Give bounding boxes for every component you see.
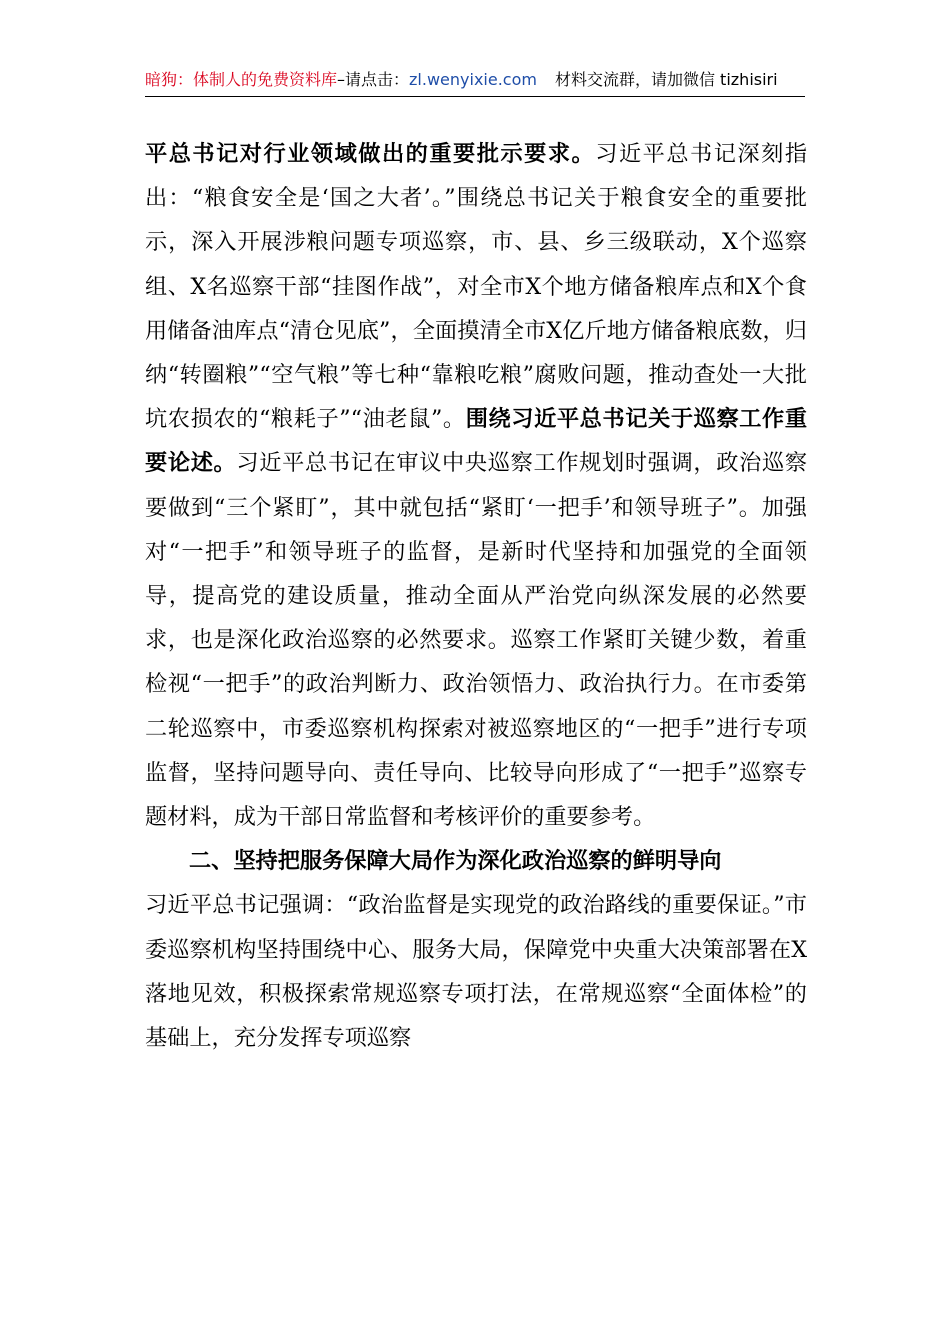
header-group-text: 材料交流群，请加微信 tizhisiri: [554, 70, 778, 89]
section-2-text: 习近平总书记强调：“政治监督是实现党的政治路线的重要保证。”市委巡察机构坚持围绕中心、服务大局，保障党中央重大决策部署在X落地见效，积极探索常规巡察专项打法，在常规巡察“全面体检”的基础上，充分发挥专项巡察: [145, 892, 807, 1052]
header-link-prefix: –请点击：: [337, 70, 410, 89]
paragraph-1: [145, 132, 807, 839]
bold-mid: 围绕习近平总书记关于巡察工作重要论述。: [145, 406, 808, 477]
bold-lead: 平总书记对行业领域做出的重要批示要求。: [145, 141, 596, 167]
header-site-name: 暗狗：体制人的免费资料库: [145, 70, 338, 89]
header-link[interactable]: zl.wenyixie.com: [409, 70, 537, 89]
paragraph-1-text-b: 习近平总书记在审议中央巡察工作规划时强调，政治巡察要做到“三个紧盯”，其中就包括“紧盯‘一把手’和领导班子”。加强对“一把手”和领导班子的监督，是新时代坚持和加强党的全面领导，提高党的建设质量，推动全面从严治党向纵深发展的必然要求，也是深化政治巡察的必然要求。巡察工作紧盯关键少数，着重检视“一把手”的政治判断力、政治领悟力、政治执行力。在市委第二轮巡察中，市委巡察机构探索对被巡察地区的“一把手”进行专项监督，坚持问题导向、责任导向、比较导向形成了“一把手”巡察专题材料，成为干部日常监督和考核评价的重要参考。: [145, 450, 808, 831]
paragraph-1-text-a: 习近平总书记深刻指出：“粮食安全是‘国之大者’。”围绕总书记关于粮食安全的重要批示，深入开展涉粮问题专项巡察，市、县、乡三级联动，X个巡察组、X名巡察干部“挂图作战”，对全市X个地方储备粮库点和X个食用储备油库点“清仓见底”，全面摸清全市X亿斤地方储备粮底数，归纳“转圈粮”“空气粮”等七种“靠粮吃粮”腐败问题，推动查处一大批坑农损农的“粮耗子”“油老鼠”。: [145, 141, 808, 433]
document-body: [145, 132, 807, 1060]
page-header: [145, 66, 805, 97]
section-2-heading: 二、坚持把服务保障大局作为深化政治巡察的鲜明导向: [189, 848, 722, 875]
